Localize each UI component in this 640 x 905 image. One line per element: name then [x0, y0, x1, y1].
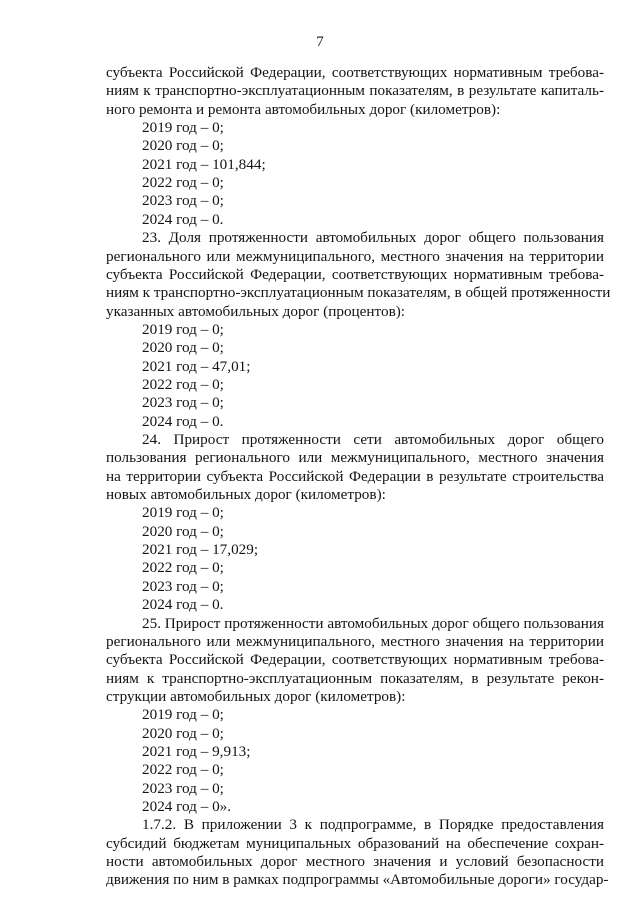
text-line: 2024 год – 0.	[142, 412, 224, 430]
text-line: ного ремонта и ремонта автомобильных дорог (километров):	[106, 100, 501, 118]
text-line: 2020 год – 0;	[142, 339, 224, 357]
text-line: 2024 год – 0.	[142, 596, 224, 614]
text-line: 24. Прирост протяженности сети автомобильных дорог общего	[142, 431, 604, 448]
text-line: 2019 год – 0;	[142, 119, 224, 137]
text-line: субъекта Российской Федерации, соответствующих нормативным требова-	[106, 64, 604, 81]
text-line: 2023 год – 0;	[142, 192, 224, 210]
text-line: указанных автомобильных дорог (процентов):	[106, 302, 406, 320]
text-line: движения по ним в рамках подпрограммы «Автомобильные дороги» государ-	[106, 871, 609, 889]
text-line: 2024 год – 0.	[142, 210, 224, 228]
text-line: 1.7.2. В приложении 3 к подпрограмме, в Порядке предоставления	[142, 816, 604, 834]
text-line: 2023 год – 0;	[142, 394, 224, 412]
text-line: 2020 год – 0;	[142, 137, 224, 155]
text-line: новых автомобильных дорог (километров):	[106, 486, 386, 504]
text-line: на территории субъекта Российской Федерации в результате строительства	[106, 467, 604, 485]
text-line: струкции автомобильных дорог (километров):	[106, 687, 406, 705]
text-line: регионального или межмуниципального, местного значения на территории	[106, 632, 604, 650]
page-number: 7	[316, 34, 324, 50]
text-line: субсидий бюджетам муниципальных образований на обеспечение сохран-	[106, 834, 604, 852]
text-line: 25. Прирост протяженности автомобильных дорог общего пользования	[142, 614, 604, 632]
text-line: 2023 год – 0;	[142, 779, 224, 797]
text-line: ниям к транспортно-эксплуатационным показателям, в результате капиталь-	[106, 82, 604, 100]
text-line: 2022 год – 0;	[142, 761, 224, 779]
text-line: пользования регионального или межмуниципального, местного значения	[106, 449, 604, 467]
text-line: 2019 год – 0;	[142, 504, 224, 522]
text-line: 2021 год – 101,844;	[142, 155, 266, 173]
text-line: 2019 год – 0;	[142, 320, 224, 338]
text-line: субъекта Российской Федерации, соответствующих нормативным требова-	[106, 265, 604, 283]
text-line: 2022 год – 0;	[142, 559, 224, 577]
text-line: 2022 год – 0;	[142, 174, 224, 192]
text-line: 2020 год – 0;	[142, 522, 224, 540]
text-line: ниям к транспортно-эксплуатационным показателям, в результате рекон-	[106, 669, 604, 687]
text-line: ности автомобильных дорог местного значения и условий безопасности	[106, 853, 604, 871]
text-line: 2021 год – 47,01;	[142, 357, 251, 375]
text-line: 2024 год – 0».	[142, 798, 232, 815]
text-line: ниям к транспортно-эксплуатационным показателям, в общей протяженности	[106, 284, 611, 302]
text-line: 2023 год – 0;	[142, 577, 224, 595]
text-line: 2021 год – 17,029;	[142, 541, 259, 559]
text-line: 2020 год – 0;	[142, 724, 224, 742]
text-line: 2022 год – 0;	[142, 375, 224, 393]
text-line: регионального или межмуниципального, местного значения на территории	[106, 247, 604, 265]
text-line: 2021 год – 9,913;	[142, 742, 251, 760]
text-line: 23. Доля протяженности автомобильных дорог общего пользования	[142, 229, 604, 247]
text-line: 2019 год – 0;	[142, 706, 224, 724]
text-line: субъекта Российской Федерации, соответствующих нормативным требова-	[106, 651, 604, 669]
